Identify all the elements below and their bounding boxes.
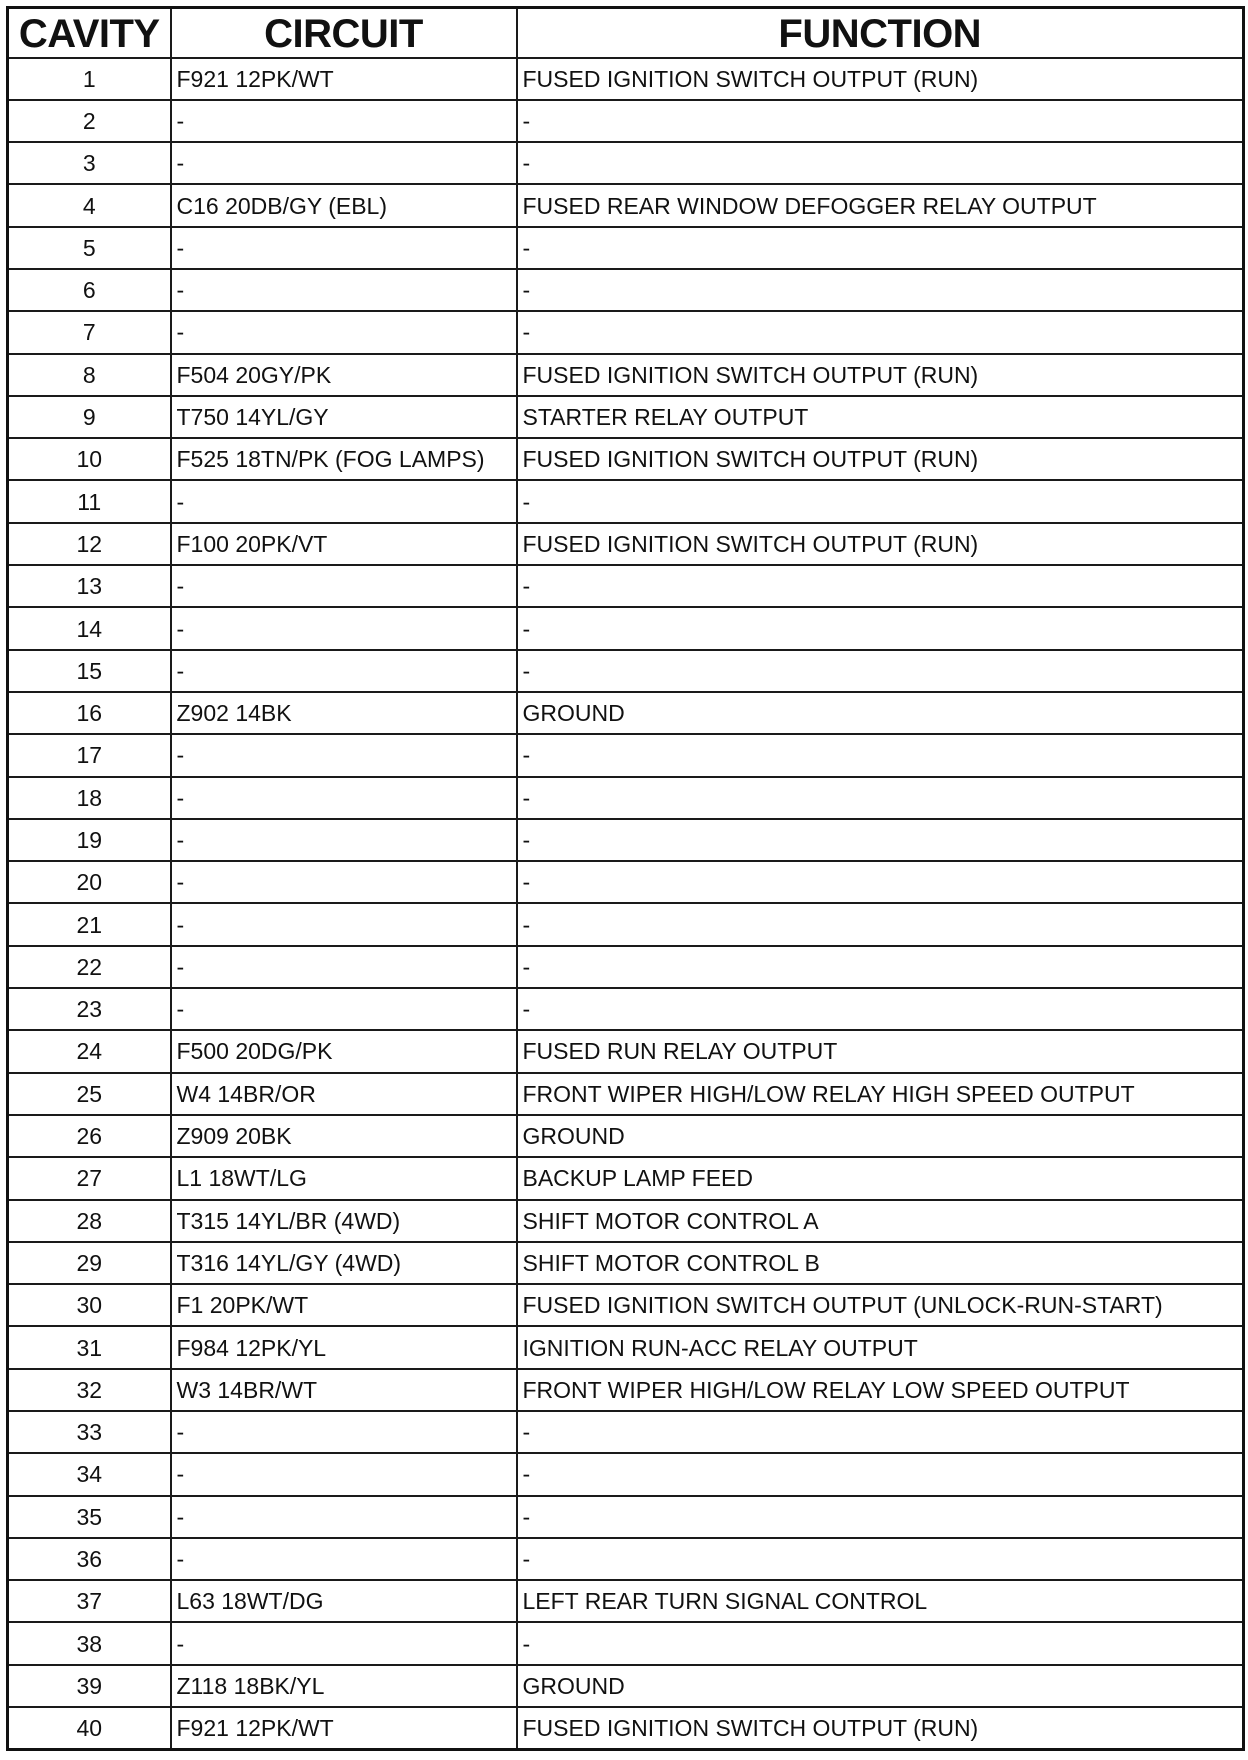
- table-row: [8, 480, 1244, 522]
- function-cell: GROUND: [517, 1665, 1244, 1707]
- circuit-cell: -: [171, 480, 517, 522]
- table-row: [8, 354, 1244, 396]
- function-cell: -: [517, 480, 1244, 522]
- table-row: [8, 184, 1244, 226]
- circuit-cell: F504 20GY/PK: [171, 354, 517, 396]
- circuit-cell: F100 20PK/VT: [171, 523, 517, 565]
- cavity-cell: 33: [8, 1411, 171, 1453]
- circuit-cell: -: [171, 861, 517, 903]
- table-row: [8, 438, 1244, 480]
- table-row: [8, 1411, 1244, 1453]
- cavity-cell: 10: [8, 438, 171, 480]
- table-row: [8, 1622, 1244, 1664]
- function-cell: FUSED IGNITION SWITCH OUTPUT (RUN): [517, 1707, 1244, 1749]
- function-cell: FUSED IGNITION SWITCH OUTPUT (RUN): [517, 354, 1244, 396]
- cavity-cell: 20: [8, 861, 171, 903]
- circuit-cell: L1 18WT/LG: [171, 1157, 517, 1199]
- circuit-cell: -: [171, 607, 517, 649]
- function-cell: STARTER RELAY OUTPUT: [517, 396, 1244, 438]
- cavity-cell: 34: [8, 1453, 171, 1495]
- cavity-cell: 18: [8, 777, 171, 819]
- function-cell: -: [517, 1622, 1244, 1664]
- circuit-cell: Z902 14BK: [171, 692, 517, 734]
- function-cell: -: [517, 100, 1244, 142]
- table-row: [8, 1707, 1244, 1749]
- cavity-cell: 2: [8, 100, 171, 142]
- function-cell: GROUND: [517, 1115, 1244, 1157]
- function-cell: BACKUP LAMP FEED: [517, 1157, 1244, 1199]
- table-row: [8, 692, 1244, 734]
- cavity-cell: 28: [8, 1200, 171, 1242]
- table-row: [8, 607, 1244, 649]
- cavity-cell: 31: [8, 1326, 171, 1368]
- cavity-cell: 29: [8, 1242, 171, 1284]
- circuit-cell: F1 20PK/WT: [171, 1284, 517, 1326]
- cavity-cell: 37: [8, 1580, 171, 1622]
- circuit-cell: T750 14YL/GY: [171, 396, 517, 438]
- table-row: [8, 1073, 1244, 1115]
- table-row: [8, 1453, 1244, 1495]
- circuit-cell: C16 20DB/GY (EBL): [171, 184, 517, 226]
- cavity-cell: 22: [8, 946, 171, 988]
- table-row: [8, 988, 1244, 1030]
- table-row: [8, 650, 1244, 692]
- cavity-cell: 40: [8, 1707, 171, 1749]
- function-cell: LEFT REAR TURN SIGNAL CONTROL: [517, 1580, 1244, 1622]
- table-row: [8, 100, 1244, 142]
- cavity-cell: 38: [8, 1622, 171, 1664]
- function-cell: -: [517, 607, 1244, 649]
- cavity-cell: 25: [8, 1073, 171, 1115]
- function-cell: FUSED IGNITION SWITCH OUTPUT (RUN): [517, 438, 1244, 480]
- function-cell: GROUND: [517, 692, 1244, 734]
- header-row: [8, 8, 1244, 58]
- circuit-cell: -: [171, 819, 517, 861]
- function-cell: -: [517, 565, 1244, 607]
- cavity-cell: 39: [8, 1665, 171, 1707]
- cavity-cell: 24: [8, 1030, 171, 1072]
- table-row: [8, 819, 1244, 861]
- cavity-cell: 9: [8, 396, 171, 438]
- cavity-cell: 14: [8, 607, 171, 649]
- table-row: [8, 58, 1244, 100]
- function-cell: -: [517, 988, 1244, 1030]
- circuit-cell: F921 12PK/WT: [171, 1707, 517, 1749]
- function-cell: -: [517, 1538, 1244, 1580]
- table-row: [8, 1030, 1244, 1072]
- circuit-cell: -: [171, 1538, 517, 1580]
- circuit-cell: F984 12PK/YL: [171, 1326, 517, 1368]
- function-cell: -: [517, 734, 1244, 776]
- function-cell: -: [517, 861, 1244, 903]
- cavity-cell: 8: [8, 354, 171, 396]
- circuit-cell: -: [171, 311, 517, 353]
- circuit-cell: -: [171, 142, 517, 184]
- table-body: [8, 58, 1244, 1750]
- function-cell: -: [517, 142, 1244, 184]
- cavity-cell: 12: [8, 523, 171, 565]
- cavity-cell: 17: [8, 734, 171, 776]
- circuit-cell: Z909 20BK: [171, 1115, 517, 1157]
- circuit-cell: F500 20DG/PK: [171, 1030, 517, 1072]
- cavity-cell: 11: [8, 480, 171, 522]
- circuit-cell: -: [171, 565, 517, 607]
- circuit-cell: -: [171, 734, 517, 776]
- table-row: [8, 1115, 1244, 1157]
- function-cell: IGNITION RUN-ACC RELAY OUTPUT: [517, 1326, 1244, 1368]
- table-row: [8, 861, 1244, 903]
- cavity-cell: 1: [8, 58, 171, 100]
- function-cell: -: [517, 311, 1244, 353]
- circuit-cell: Z118 18BK/YL: [171, 1665, 517, 1707]
- table-header: [8, 8, 1244, 58]
- table-row: [8, 1369, 1244, 1411]
- circuit-cell: -: [171, 650, 517, 692]
- circuit-cell: F525 18TN/PK (FOG LAMPS): [171, 438, 517, 480]
- cavity-cell: 19: [8, 819, 171, 861]
- table-row: [8, 1157, 1244, 1199]
- function-cell: -: [517, 1411, 1244, 1453]
- table-row: [8, 1200, 1244, 1242]
- table-row: [8, 734, 1244, 776]
- function-column-header: FUNCTION: [517, 8, 1244, 58]
- function-cell: FUSED IGNITION SWITCH OUTPUT (UNLOCK-RUN-START): [517, 1284, 1244, 1326]
- circuit-cell: -: [171, 1496, 517, 1538]
- circuit-cell: F921 12PK/WT: [171, 58, 517, 100]
- table-row: [8, 1580, 1244, 1622]
- function-cell: -: [517, 819, 1244, 861]
- function-cell: -: [517, 1453, 1244, 1495]
- table-row: [8, 777, 1244, 819]
- table-row: [8, 523, 1244, 565]
- cavity-cell: 35: [8, 1496, 171, 1538]
- function-cell: -: [517, 650, 1244, 692]
- cavity-cell: 5: [8, 227, 171, 269]
- function-cell: FUSED RUN RELAY OUTPUT: [517, 1030, 1244, 1072]
- table-row: [8, 227, 1244, 269]
- cavity-cell: 21: [8, 903, 171, 945]
- function-cell: -: [517, 269, 1244, 311]
- function-cell: SHIFT MOTOR CONTROL A: [517, 1200, 1244, 1242]
- table-row: [8, 1538, 1244, 1580]
- circuit-cell: -: [171, 227, 517, 269]
- circuit-cell: L63 18WT/DG: [171, 1580, 517, 1622]
- function-cell: FUSED IGNITION SWITCH OUTPUT (RUN): [517, 523, 1244, 565]
- table-row: [8, 946, 1244, 988]
- cavity-cell: 36: [8, 1538, 171, 1580]
- function-cell: -: [517, 777, 1244, 819]
- table-row: [8, 1242, 1244, 1284]
- circuit-cell: -: [171, 269, 517, 311]
- function-cell: -: [517, 946, 1244, 988]
- table-row: [8, 565, 1244, 607]
- cavity-cell: 16: [8, 692, 171, 734]
- function-cell: FUSED REAR WINDOW DEFOGGER RELAY OUTPUT: [517, 184, 1244, 226]
- circuit-cell: T315 14YL/BR (4WD): [171, 1200, 517, 1242]
- connector-pinout-table: [6, 6, 1245, 1751]
- connector-pinout-sheet: [6, 6, 1242, 1750]
- cavity-cell: 27: [8, 1157, 171, 1199]
- cavity-cell: 30: [8, 1284, 171, 1326]
- cavity-cell: 13: [8, 565, 171, 607]
- function-cell: FRONT WIPER HIGH/LOW RELAY HIGH SPEED OUTPUT: [517, 1073, 1244, 1115]
- cavity-cell: 7: [8, 311, 171, 353]
- table-row: [8, 396, 1244, 438]
- table-row: [8, 903, 1244, 945]
- table-row: [8, 1326, 1244, 1368]
- cavity-column-header: CAVITY: [8, 8, 171, 58]
- circuit-cell: W3 14BR/WT: [171, 1369, 517, 1411]
- circuit-cell: T316 14YL/GY (4WD): [171, 1242, 517, 1284]
- cavity-cell: 3: [8, 142, 171, 184]
- circuit-cell: -: [171, 1453, 517, 1495]
- circuit-cell: -: [171, 903, 517, 945]
- cavity-cell: 32: [8, 1369, 171, 1411]
- table-row: [8, 269, 1244, 311]
- circuit-cell: -: [171, 988, 517, 1030]
- table-row: [8, 142, 1244, 184]
- cavity-cell: 6: [8, 269, 171, 311]
- circuit-cell: W4 14BR/OR: [171, 1073, 517, 1115]
- table-row: [8, 1665, 1244, 1707]
- circuit-column-header: CIRCUIT: [171, 8, 517, 58]
- function-cell: FUSED IGNITION SWITCH OUTPUT (RUN): [517, 58, 1244, 100]
- circuit-cell: -: [171, 100, 517, 142]
- circuit-cell: -: [171, 946, 517, 988]
- cavity-cell: 26: [8, 1115, 171, 1157]
- function-cell: FRONT WIPER HIGH/LOW RELAY LOW SPEED OUTPUT: [517, 1369, 1244, 1411]
- function-cell: -: [517, 1496, 1244, 1538]
- circuit-cell: -: [171, 1411, 517, 1453]
- cavity-cell: 15: [8, 650, 171, 692]
- circuit-cell: -: [171, 777, 517, 819]
- function-cell: SHIFT MOTOR CONTROL B: [517, 1242, 1244, 1284]
- cavity-cell: 4: [8, 184, 171, 226]
- table-row: [8, 1284, 1244, 1326]
- function-cell: -: [517, 903, 1244, 945]
- table-row: [8, 1496, 1244, 1538]
- circuit-cell: -: [171, 1622, 517, 1664]
- table-row: [8, 311, 1244, 353]
- cavity-cell: 23: [8, 988, 171, 1030]
- function-cell: -: [517, 227, 1244, 269]
